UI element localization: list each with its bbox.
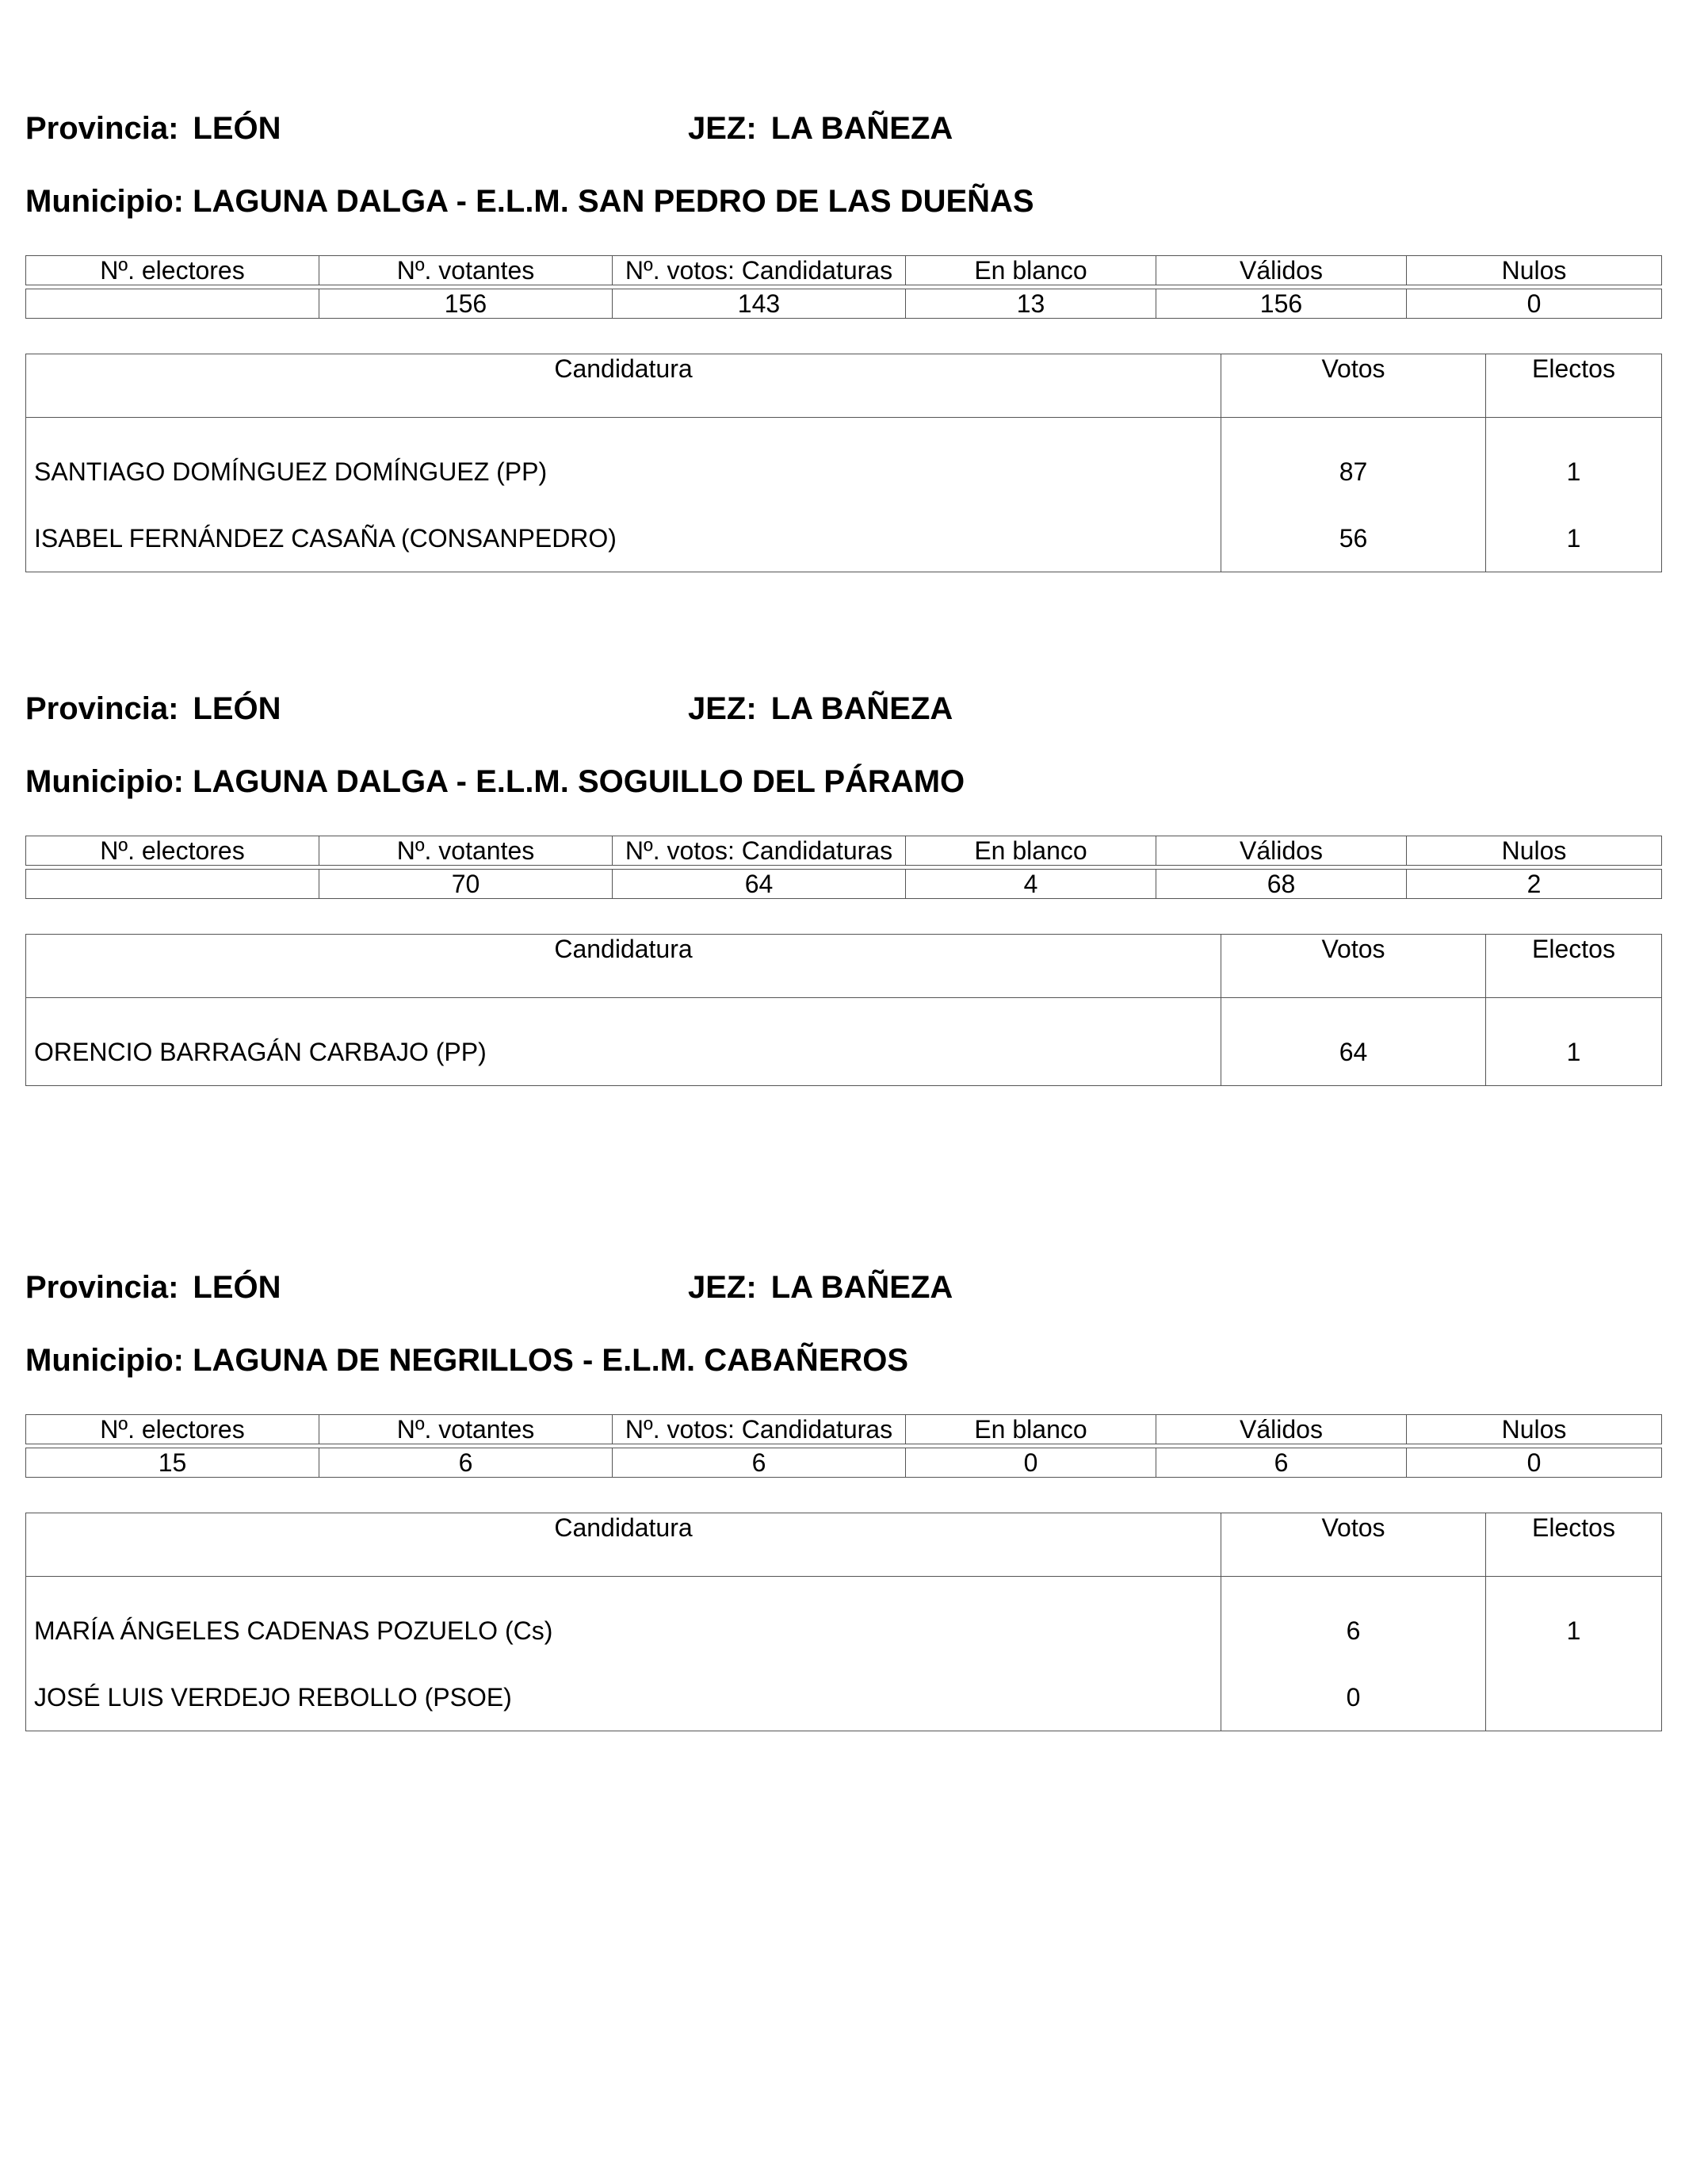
provincia: Provincia: LEÓN [25,1270,281,1305]
stats-table [25,1414,1662,1478]
municipio: Municipio: LAGUNA DALGA - E.L.M. SAN PEDRO DE LAS DUEÑAS [25,184,1034,219]
municipio-value: LAGUNA DALGA - E.L.M. SOGUILLO DEL PÁRAMO [193,764,965,799]
municipio: Municipio: LAGUNA DE NEGRILLOS - E.L.M. CABAÑEROS [25,1343,909,1378]
stats-table [25,836,1662,899]
stats-header-row: Nº. electores Nº. votantes Nº. votos: Candidaturas En blanco Válidos Nulos [26,256,1662,285]
stats-table [25,255,1662,319]
candidates-table [25,934,1662,1086]
provincia: Provincia: LEÓN [25,691,281,726]
candidate-row: ISABEL FERNÁNDEZ CASAÑA (CONSANPEDRO) 56 1 [26,505,1662,572]
jez: JEZ: LA BAÑEZA [688,111,953,146]
candidate-row: JOSÉ LUIS VERDEJO REBOLLO (PSOE) 0 [26,1664,1662,1731]
candidates-table [25,1513,1662,1731]
jez: JEZ: LA BAÑEZA [688,691,953,726]
block-header [25,691,1661,739]
municipio-value: LAGUNA DALGA - E.L.M. SAN PEDRO DE LAS DUEÑAS [193,184,1034,219]
candidates-header-row: Candidatura Votos Electos [26,935,1662,998]
provincia: Provincia: LEÓN [25,111,281,146]
candidates-table [25,354,1662,572]
jez-value: LA BAÑEZA [770,1270,953,1305]
stats-value-row: 70 64 4 68 2 [26,870,1662,899]
stats-value-row: 156 143 13 156 0 [26,289,1662,319]
block-header [25,111,1661,159]
candidates-header-row: Candidatura Votos Electos [26,354,1662,418]
municipio: Municipio: LAGUNA DALGA - E.L.M. SOGUILLO DEL PÁRAMO [25,764,965,799]
stats-header-row: Nº. electores Nº. votantes Nº. votos: Candidaturas En blanco Válidos Nulos [26,1415,1662,1444]
results-block-2 [25,691,1661,1086]
stats-value-row: 15 6 6 0 6 0 [26,1448,1662,1478]
candidates-header-row: Candidatura Votos Electos [26,1513,1662,1577]
jez-value: LA BAÑEZA [770,691,953,726]
jez: JEZ: LA BAÑEZA [688,1270,953,1305]
stats-header-row: Nº. electores Nº. votantes Nº. votos: Candidaturas En blanco Válidos Nulos [26,836,1662,866]
candidate-row: SANTIAGO DOMÍNGUEZ DOMÍNGUEZ (PP) 87 1 [26,418,1662,506]
results-block-3 [25,1270,1661,1731]
municipio-value: LAGUNA DE NEGRILLOS - E.L.M. CABAÑEROS [193,1343,909,1378]
candidate-row: MARÍA ÁNGELES CADENAS POZUELO (Cs) 6 1 [26,1577,1662,1665]
jez-value: LA BAÑEZA [770,111,953,146]
provincia-value: LEÓN [193,1270,281,1305]
provincia-value: LEÓN [193,111,281,146]
results-block-1 [25,111,1661,572]
block-header [25,1270,1661,1318]
candidate-row: ORENCIO BARRAGÁN CARBAJO (PP) 64 1 [26,998,1662,1086]
provincia-value: LEÓN [193,691,281,726]
